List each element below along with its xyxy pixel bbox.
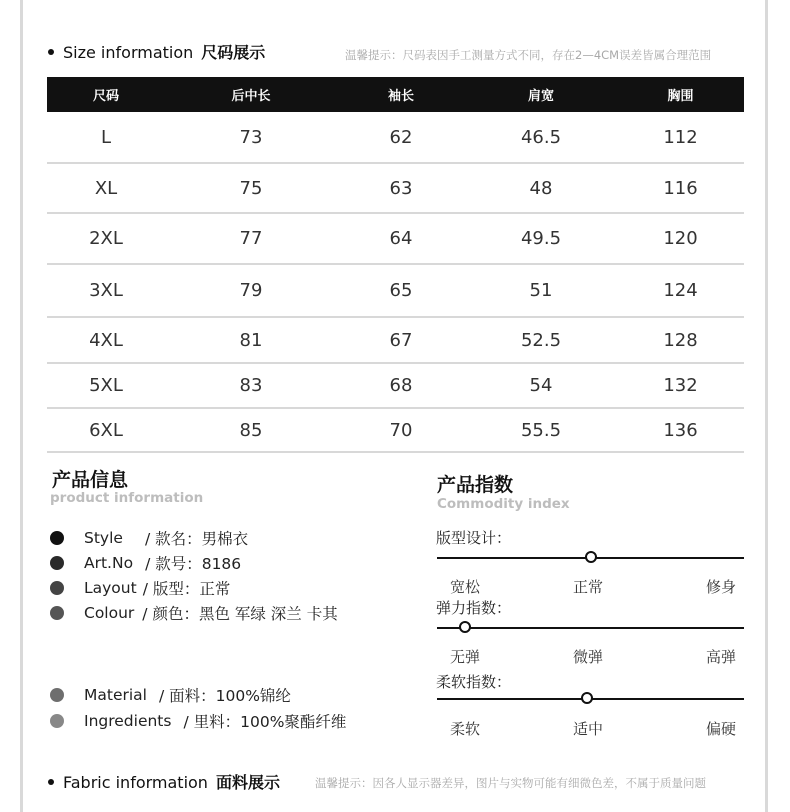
info-row-material xyxy=(50,684,291,706)
cell-sleeve: 65 xyxy=(337,264,465,317)
scale-elastic-line xyxy=(437,627,744,629)
cell-sleeve: 67 xyxy=(337,317,465,363)
bullet-dot-icon xyxy=(50,714,64,728)
scale-fit-tick: 宽松 xyxy=(450,578,481,596)
cell-sleeve: 63 xyxy=(337,163,465,213)
cell-chest: 132 xyxy=(617,363,744,408)
bullet-dot-icon xyxy=(48,49,54,55)
scale-fit-tick: 修身 xyxy=(706,578,737,596)
scale-softness-knob-icon xyxy=(581,692,593,704)
cell-back-length: 85 xyxy=(165,408,337,452)
frame-right-border xyxy=(765,0,768,812)
info-value: / 款名：男棉衣 xyxy=(144,530,249,548)
info-key: Style xyxy=(84,529,123,547)
scale-softness-tick: 适中 xyxy=(573,720,604,738)
cell-sleeve: 64 xyxy=(337,213,465,264)
cell-sleeve: 70 xyxy=(337,408,465,452)
cell-chest: 112 xyxy=(617,112,744,163)
info-row-ingredients xyxy=(50,710,346,732)
cell-back-length: 75 xyxy=(165,163,337,213)
info-key: Layout xyxy=(84,579,137,597)
fabric-section-header xyxy=(48,770,280,793)
scale-softness-tick: 柔软 xyxy=(450,720,481,738)
fabric-title-cn: 面料展示 xyxy=(215,773,280,792)
cell-back-length: 77 xyxy=(165,213,337,264)
bullet-dot-icon xyxy=(50,581,64,595)
info-value: / 里料：100%聚酯纤维 xyxy=(183,713,347,731)
scale-fit-label: 版型设计： xyxy=(436,529,512,547)
info-key: Ingredients xyxy=(84,712,172,730)
frame-left-border xyxy=(20,0,23,812)
cell-size: L xyxy=(47,112,165,163)
cell-chest: 124 xyxy=(617,264,744,317)
cell-shoulder: 49.5 xyxy=(465,213,617,264)
cell-shoulder: 54 xyxy=(465,363,617,408)
table-row xyxy=(47,317,744,363)
product-info-title: 产品信息 xyxy=(52,469,129,491)
cell-chest: 120 xyxy=(617,213,744,264)
info-value: / 颜色：黑色 军绿 深兰 卡其 xyxy=(142,605,338,623)
product-info-subtitle: product information xyxy=(50,490,204,506)
scale-elastic-tick: 无弹 xyxy=(450,648,481,666)
info-row-style xyxy=(50,527,248,549)
bullet-dot-icon xyxy=(50,688,64,702)
cell-shoulder: 52.5 xyxy=(465,317,617,363)
table-row xyxy=(47,363,744,408)
cell-chest: 128 xyxy=(617,317,744,363)
scale-elastic-tick: 高弹 xyxy=(706,648,737,666)
bullet-dot-icon xyxy=(50,556,64,570)
scale-softness-tick: 偏硬 xyxy=(706,720,737,738)
info-row-art-no xyxy=(50,552,241,574)
cell-chest: 116 xyxy=(617,163,744,213)
scale-elastic-label: 弹力指数： xyxy=(436,599,512,617)
cell-chest: 136 xyxy=(617,408,744,452)
cell-size: 3XL xyxy=(47,264,165,317)
cell-sleeve: 68 xyxy=(337,363,465,408)
cell-shoulder: 48 xyxy=(465,163,617,213)
cell-back-length: 83 xyxy=(165,363,337,408)
header-size: 尺码 xyxy=(47,77,165,112)
scale-fit-knob-icon xyxy=(585,551,597,563)
commodity-index-title: 产品指数 xyxy=(437,474,514,496)
table-row xyxy=(47,112,744,163)
scale-softness-label: 柔软指数： xyxy=(436,673,512,691)
bullet-dot-icon xyxy=(50,531,64,545)
header-shoulder: 肩宽 xyxy=(465,77,617,112)
size-section-header xyxy=(48,40,265,63)
info-key: Art.No xyxy=(84,554,134,572)
cell-shoulder: 55.5 xyxy=(465,408,617,452)
fabric-title-en: Fabric information xyxy=(63,773,208,792)
info-value: / 面料：100%锦纶 xyxy=(158,687,291,705)
scale-elastic-tick: 微弹 xyxy=(573,648,604,666)
header-chest: 胸围 xyxy=(617,77,744,112)
size-table xyxy=(47,77,744,453)
header-sleeve: 袖长 xyxy=(337,77,465,112)
fabric-tip: 温馨提示：因各人显示器差异，图片与实物可能有细微色差，不属于质量问题 xyxy=(315,776,706,790)
table-row xyxy=(47,213,744,264)
cell-size: 5XL xyxy=(47,363,165,408)
info-row-layout xyxy=(50,577,230,599)
cell-size: 6XL xyxy=(47,408,165,452)
table-row xyxy=(47,408,744,452)
info-value: / 款号：8186 xyxy=(145,555,242,573)
cell-size: 2XL xyxy=(47,213,165,264)
cell-back-length: 81 xyxy=(165,317,337,363)
size-title-cn: 尺码展示 xyxy=(201,43,266,62)
cell-shoulder: 51 xyxy=(465,264,617,317)
bullet-dot-icon xyxy=(50,606,64,620)
size-table-header-row xyxy=(47,77,744,112)
size-tip: 温馨提示：尺码表因手工测量方式不同，存在2—4CM误差皆属合理范围 xyxy=(345,48,712,62)
cell-sleeve: 62 xyxy=(337,112,465,163)
table-row xyxy=(47,264,744,317)
cell-shoulder: 46.5 xyxy=(465,112,617,163)
cell-back-length: 73 xyxy=(165,112,337,163)
bullet-dot-icon xyxy=(48,779,54,785)
cell-size: XL xyxy=(47,163,165,213)
scale-fit-tick: 正常 xyxy=(573,578,604,596)
table-row xyxy=(47,163,744,213)
info-value: / 版型：正常 xyxy=(142,580,231,598)
info-row-colour xyxy=(50,602,338,624)
cell-back-length: 79 xyxy=(165,264,337,317)
header-back-length: 后中长 xyxy=(165,77,337,112)
scale-elastic-knob-icon xyxy=(459,621,471,633)
info-key: Colour xyxy=(84,604,135,622)
size-title-en: Size information xyxy=(63,43,194,62)
commodity-index-subtitle: Commodity index xyxy=(437,496,570,512)
info-key: Material xyxy=(84,686,147,704)
cell-size: 4XL xyxy=(47,317,165,363)
